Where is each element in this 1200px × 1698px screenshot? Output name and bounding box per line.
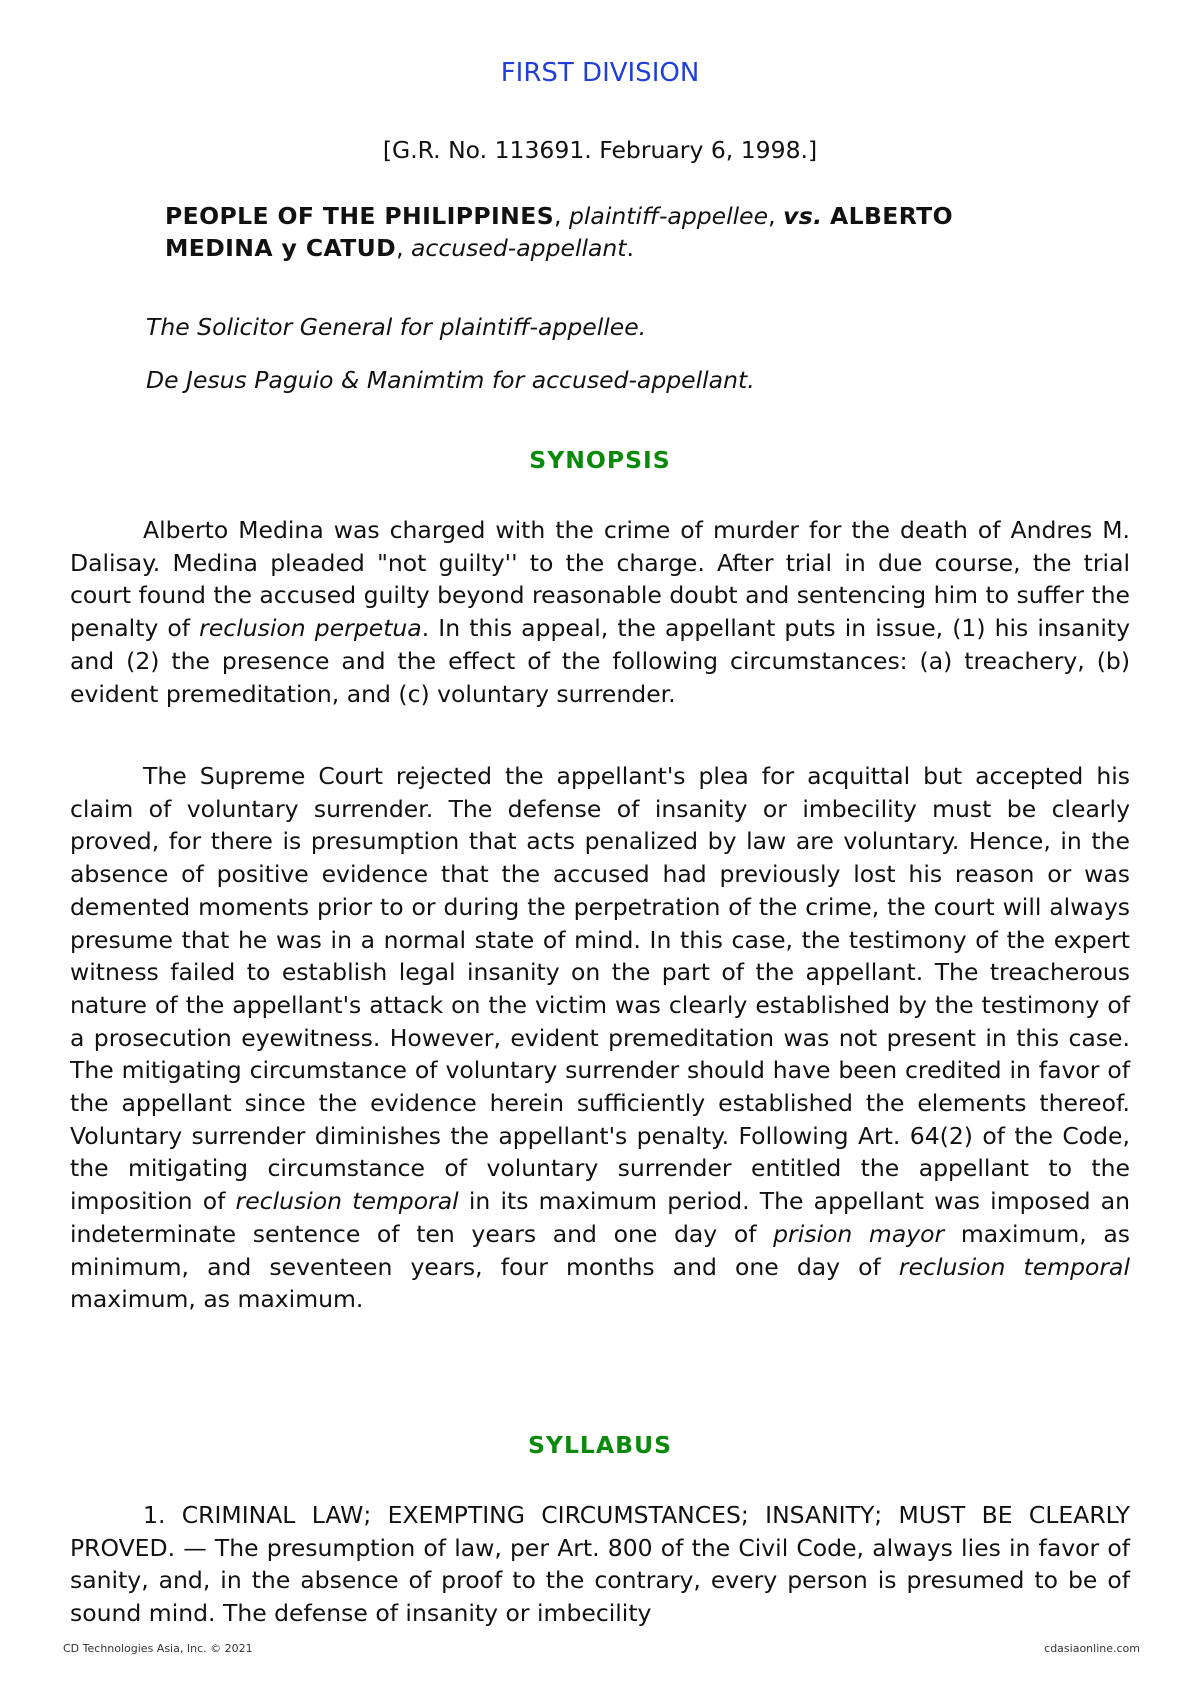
plaintiff-counsel: The Solicitor General for plaintiff-appellee. [146,313,647,341]
syllabus-paragraph-1: 1. CRIMINAL LAW; EXEMPTING CIRCUMSTANCES; INSANITY; MUST BE CLEARLY PROVED. — The presumption of law, per Art. 800 of the Civil Code, always lies in favor of sanity, and, in the absence of proof to the contrary, every person is presumed to be of sound mind. The defense of insanity or imbecility [70,1501,1130,1628]
accused-role: accused-appellant [411,234,627,262]
synopsis-p1-text-a: Alberto Medina was charged with the crime of murder for the death of Andres M. Dalisay. Medina pleaded "not guilty'' to the charge. After trial in due course, the trial court found the accused guilty beyond reasonable doubt and sentencing him to suffer the penalty of [70,516,1131,643]
synopsis-p1-text-c: . In this appeal, the appellant puts in issue, (1) his insanity and (2) the presence and the effect of the following circumstances: (a) treachery, (b) evident premeditation, and (c) voluntary surrender. [70,614,1130,708]
accused-name: ALBERTO MEDINA y CATUD [165,202,953,262]
footer-website: cdasiaonline.com [1044,1642,1140,1655]
synopsis-heading: SYNOPSIS [529,446,671,474]
accused-counsel: De Jesus Paguio & Manimtim for accused-appellant. [146,366,755,394]
division-heading: FIRST DIVISION [500,58,700,88]
case-parties: PEOPLE OF THE PHILIPPINES, plaintiff-appellee, vs. ALBERTO MEDINA y CATUD, accused-appellant. [165,202,953,262]
synopsis-p2-text-e: maximum, as minimum, and seventeen years, four months and one day of [70,1219,1130,1281]
synopsis-p2-italic-b: reclusion temporal [235,1187,459,1216]
synopsis-p2-text-a: The Supreme Court rejected the appellant's plea for acquittal but accepted his claim of voluntary surrender. The defense of insanity or imbecility must be clearly proved, for there is presumption that acts penalized by law are voluntary. Hence, in the absence of positive evidence that the accused had previously lost his reason or was demented moments prior to or during the perpetration of the crime, the court will always presume that he was in a normal state of mind. In this case, the testimony of the expert witness failed to establish legal insanity on the part of the appellant. The treacherous nature of the appellant's attack on the victim was clearly established by the testimony of a prosecution eyewitness. However, evident premeditation was not present in this case. The mitigating circumstance of voluntary surrender should have been credited in favor of the appellant since the evidence herein sufficiently established the elements thereof. Voluntary surrender diminishes the appellant's penalty. Following Art. 64(2) of the Code, the mitigating circumstance of voluntary surrender entitled the appellant to the imposition of [70,762,1130,1216]
case-number: [G.R. No. 113691. February 6, 1998.] [382,136,818,164]
synopsis-p2-text-g: maximum, as maximum. [70,1285,364,1314]
synopsis-p2-text-c: in its maximum period. The appellant was imposed an indeterminate sentence of ten years and one day of [70,1187,1130,1248]
footer-copyright: CD Technologies Asia, Inc. © 2021 [63,1642,253,1655]
synopsis-paragraph-2 [70,760,1130,1316]
plaintiff-role: plaintiff-appellee [568,202,769,230]
versus-label: vs. [783,202,823,230]
synopsis-p1-italic: reclusion perpetua [199,614,422,643]
synopsis-p2-italic-f: reclusion temporal [898,1252,1130,1281]
plaintiff-name: PEOPLE OF THE PHILIPPINES [165,202,555,230]
synopsis-p2-italic-d: prision mayor [773,1219,945,1248]
syllabus-heading: SYLLABUS [528,1431,672,1459]
synopsis-paragraph-1 [70,514,1130,710]
